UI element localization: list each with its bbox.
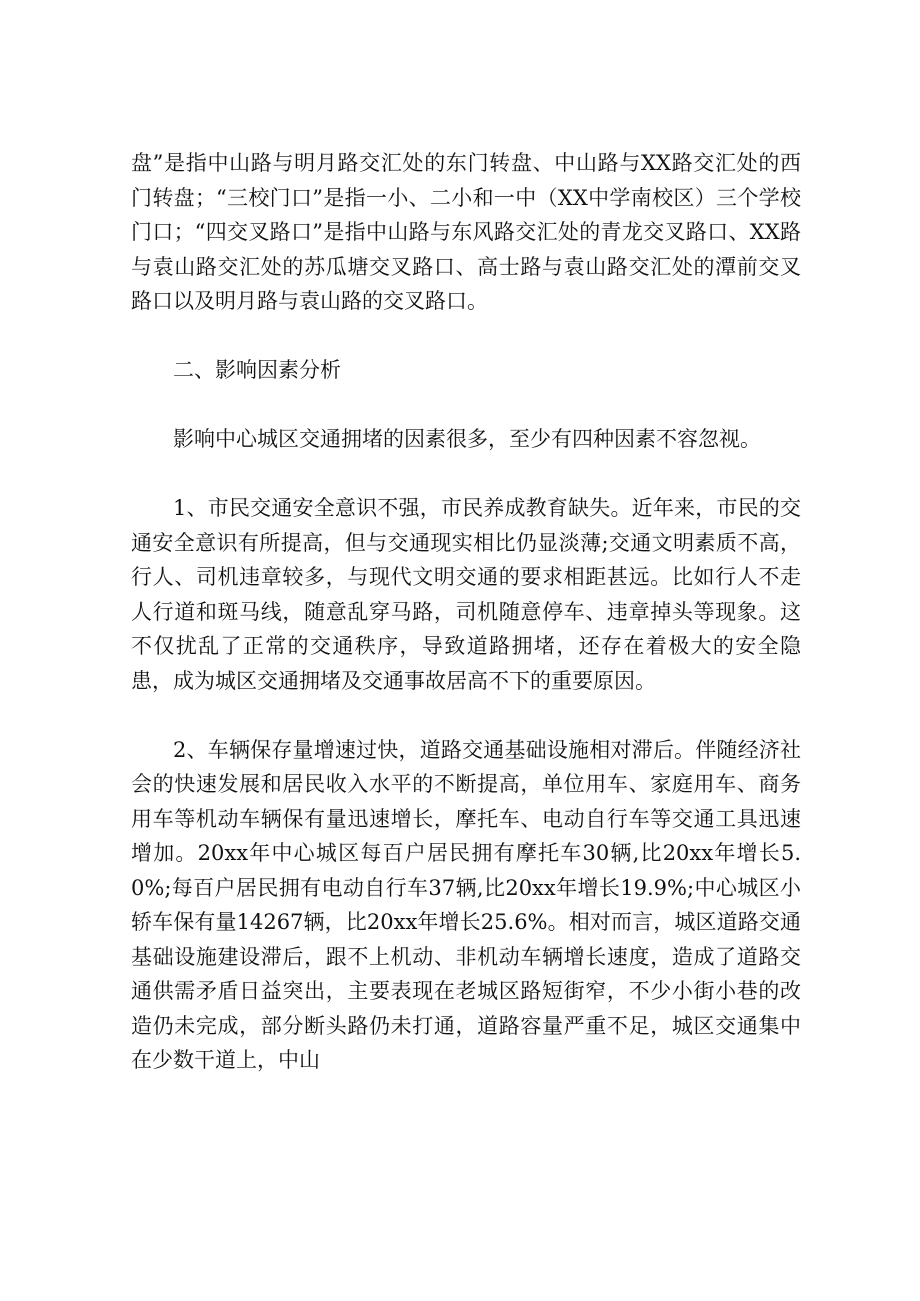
paragraph-locations: 盘”是指中山路与明月路交汇处的东门转盘、中山路与XX路交汇处的西门转盘；“三校门口”是指一小、二小和一中（XX中学南校区）三个学校门口；“四交叉路口”是指中山路与东风路交汇处的青龙交叉路口、XX路与袁山路交汇处的苏瓜塘交叉路口、高士路与袁山路交汇处的潭前交叉路口以及明月路与袁山路的交叉路口。 <box>131 151 801 313</box>
paragraph-factor-1: 1、市民交通安全意识不强，市民养成教育缺失。近年来，市民的交通安全意识有所提高，但与交通现实相比仍显淡薄;交通文明素质不高，行人、司机违章较多，与现代文明交通的要求相距甚远。比如行人不走人行道和斑马线，随意乱穿马路，司机随意停车、违章掉头等现象。这不仅扰乱了正常的交通秩序，导致道路拥堵，还存在着极大的安全隐患，成为城区交通拥堵及交通事故居高不下的重要原因。 <box>131 496 801 693</box>
paragraph-factor-2: 2、车辆保存量增速过快，道路交通基础设施相对滞后。伴随经济社会的快速发展和居民收入水平的不断提高，单位用车、家庭用车、商务用车等机动车辆保有量迅速增长，摩托车、电动自行车等交通工具迅速增加。20xx年中心城区每百户居民拥有摩托车30辆,比20xx年增长5.0%;每百户居民拥有电动自行车37辆,比20xx年增长19.9%;中心城区小轿车保有量14267辆，比20xx年增长25.6%。相对而言，城区道路交通基础设施建设滞后，跟不上机动、非机动车辆增长速度，造成了道路交通供需矛盾日益突出，主要表现在老城区路短街窄，不少小街小巷的改造仍未完成，部分断头路仍未打通，道路容量严重不足，城区交通集中在少数干道上，中山 <box>131 737 801 1072</box>
paragraph-intro-factors: 影响中心城区交通拥堵的因素很多，至少有四种因素不容忽视。 <box>173 427 761 451</box>
section-heading-factor-analysis: 二、影响因素分析 <box>173 358 341 382</box>
document-body <box>131 146 801 1112</box>
